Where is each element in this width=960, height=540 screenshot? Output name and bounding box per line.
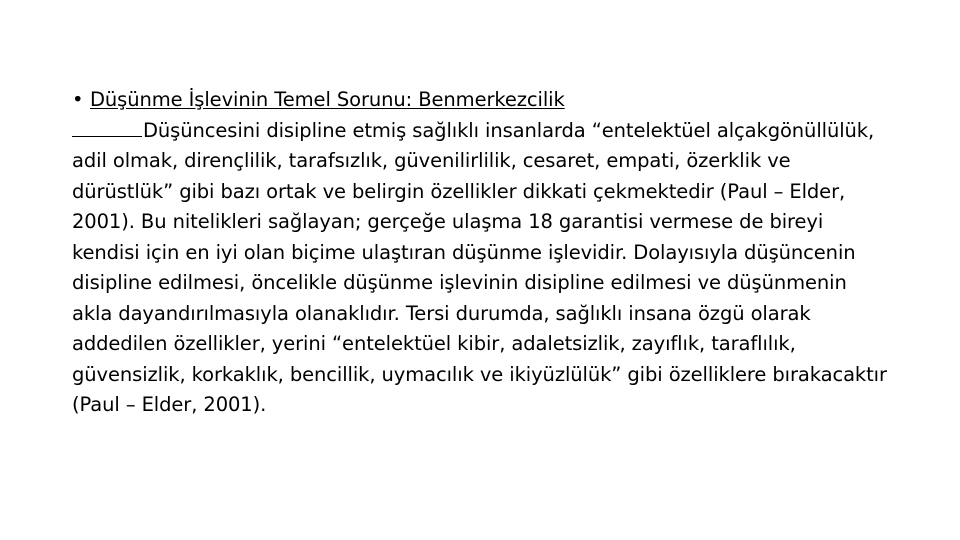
bullet-item <box>72 85 892 116</box>
paragraph-text: Düşüncesini disipline etmiş sağlıklı insanlarda “entelektüel alçakgönüllülük, adil olmak, dirençlilik, tarafsızlık, güvenilirlilik, cesaret, empati, özerklik ve dürüstlük” gibi bazı ortak ve belirgin özellikler dikkati çekmektedir (Paul – Elder, 2001). Bu nitelikleri sağlayan; gerçeğe ulaşma 18 garantisi vermese de bireyi kendisi için en iyi olan biçime ulaştıran düşünme işlevidir. Dolayısıyla düşüncenin disipline edilmesi, öncelikle düşünme işlevinin disipline edilmesi ve düşünmenin akla dayandırılmasıyla olanaklıdır. Tersi durumda, sağlıklı insana özgü olarak addedilen özellikler, yerini “entelektüel kibir, adaletsizlik, zayıflık, taraflılık, güvensizlik, korkaklık, bencillik, uymacılık ve ikiyüzlülük” gibi özelliklere bırakacaktır (Paul – Elder, 2001). <box>72 118 887 416</box>
bullet-icon: • <box>72 88 84 111</box>
slide-heading: Düşünme İşlevinin Temel Sorunu: Benmerkezcilik <box>90 88 565 111</box>
body-paragraph <box>72 116 892 421</box>
blank-line <box>72 118 142 137</box>
slide-content <box>72 85 892 421</box>
